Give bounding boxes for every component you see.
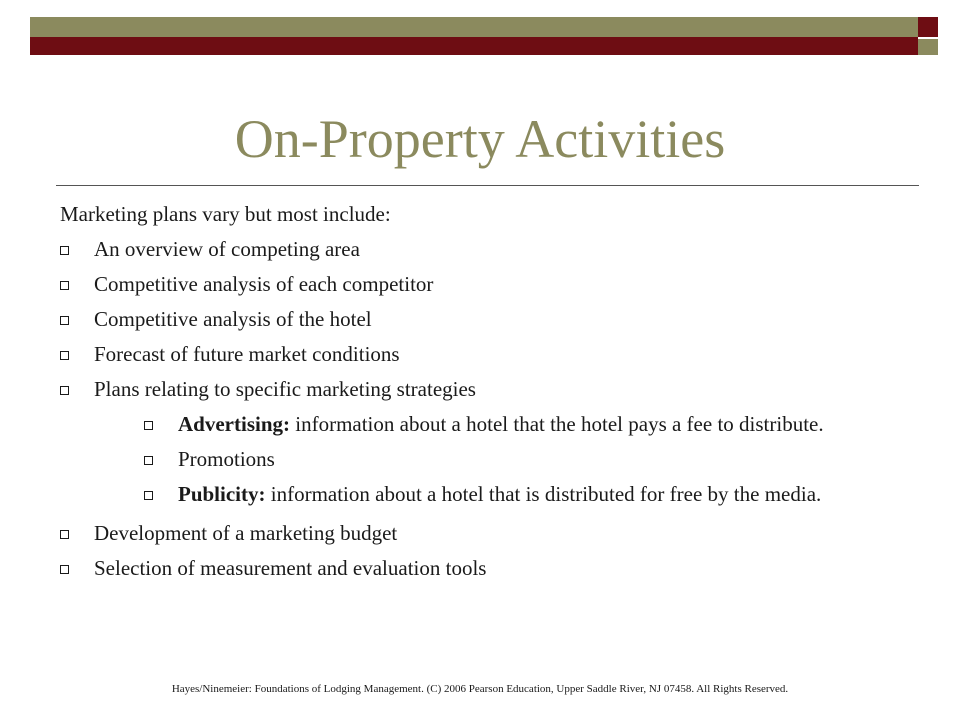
slide-title: On-Property Activities — [234, 109, 726, 169]
hollow-square-bullet-icon — [60, 246, 69, 255]
hollow-square-bullet-icon — [60, 565, 69, 574]
bullet-text: Competitive analysis of the hotel — [94, 307, 372, 331]
intro-text: Marketing plans vary but most include: — [60, 202, 391, 226]
bullet-item — [60, 551, 920, 586]
sub-bullet-text: Promotions — [178, 447, 275, 471]
bullet-item — [60, 372, 920, 407]
header-corner-square-lower — [918, 39, 938, 55]
bullet-text: Forecast of future market conditions — [94, 342, 400, 366]
header-corner-square — [918, 17, 938, 39]
bullet-item — [60, 302, 920, 337]
bullet-item — [60, 337, 920, 372]
bullet-item — [60, 267, 920, 302]
header-band-maroon — [30, 37, 918, 55]
bullet-text: Development of a marketing budget — [94, 521, 398, 545]
hollow-square-bullet-icon — [60, 316, 69, 325]
bullet-item — [60, 232, 920, 267]
sub-bullet-list — [144, 411, 920, 508]
hollow-square-bullet-icon — [60, 386, 69, 395]
hollow-square-bullet-icon — [60, 281, 69, 290]
term-label: Advertising: — [178, 412, 290, 436]
hollow-square-bullet-icon — [60, 351, 69, 360]
sub-bullet-item — [144, 446, 920, 473]
slide-body — [60, 197, 920, 586]
hollow-square-bullet-icon — [144, 421, 153, 430]
term-definition: information about a hotel that is distributed for free by the media. — [265, 482, 822, 506]
sub-bullet-item — [144, 411, 920, 438]
title-divider — [56, 185, 919, 186]
sub-bullet-item — [144, 481, 920, 508]
hollow-square-bullet-icon — [60, 530, 69, 539]
bullet-text: Competitive analysis of each competitor — [94, 272, 434, 296]
hollow-square-bullet-icon — [144, 491, 153, 500]
hollow-square-bullet-icon — [144, 456, 153, 465]
term-label: Publicity: — [178, 482, 266, 506]
bullet-text: Plans relating to specific marketing strategies — [94, 377, 476, 401]
copyright-footer: Hayes/Ninemeier: Foundations of Lodging Management. (C) 2006 Pearson Education, Upper Saddle River, NJ 07458. All Rights Reserved. — [171, 683, 789, 695]
term-definition: information about a hotel that the hotel pays a fee to distribute. — [290, 412, 824, 436]
bullet-item — [60, 516, 920, 551]
bullet-text: An overview of competing area — [94, 237, 360, 261]
bullet-text: Selection of measurement and evaluation tools — [94, 556, 487, 580]
